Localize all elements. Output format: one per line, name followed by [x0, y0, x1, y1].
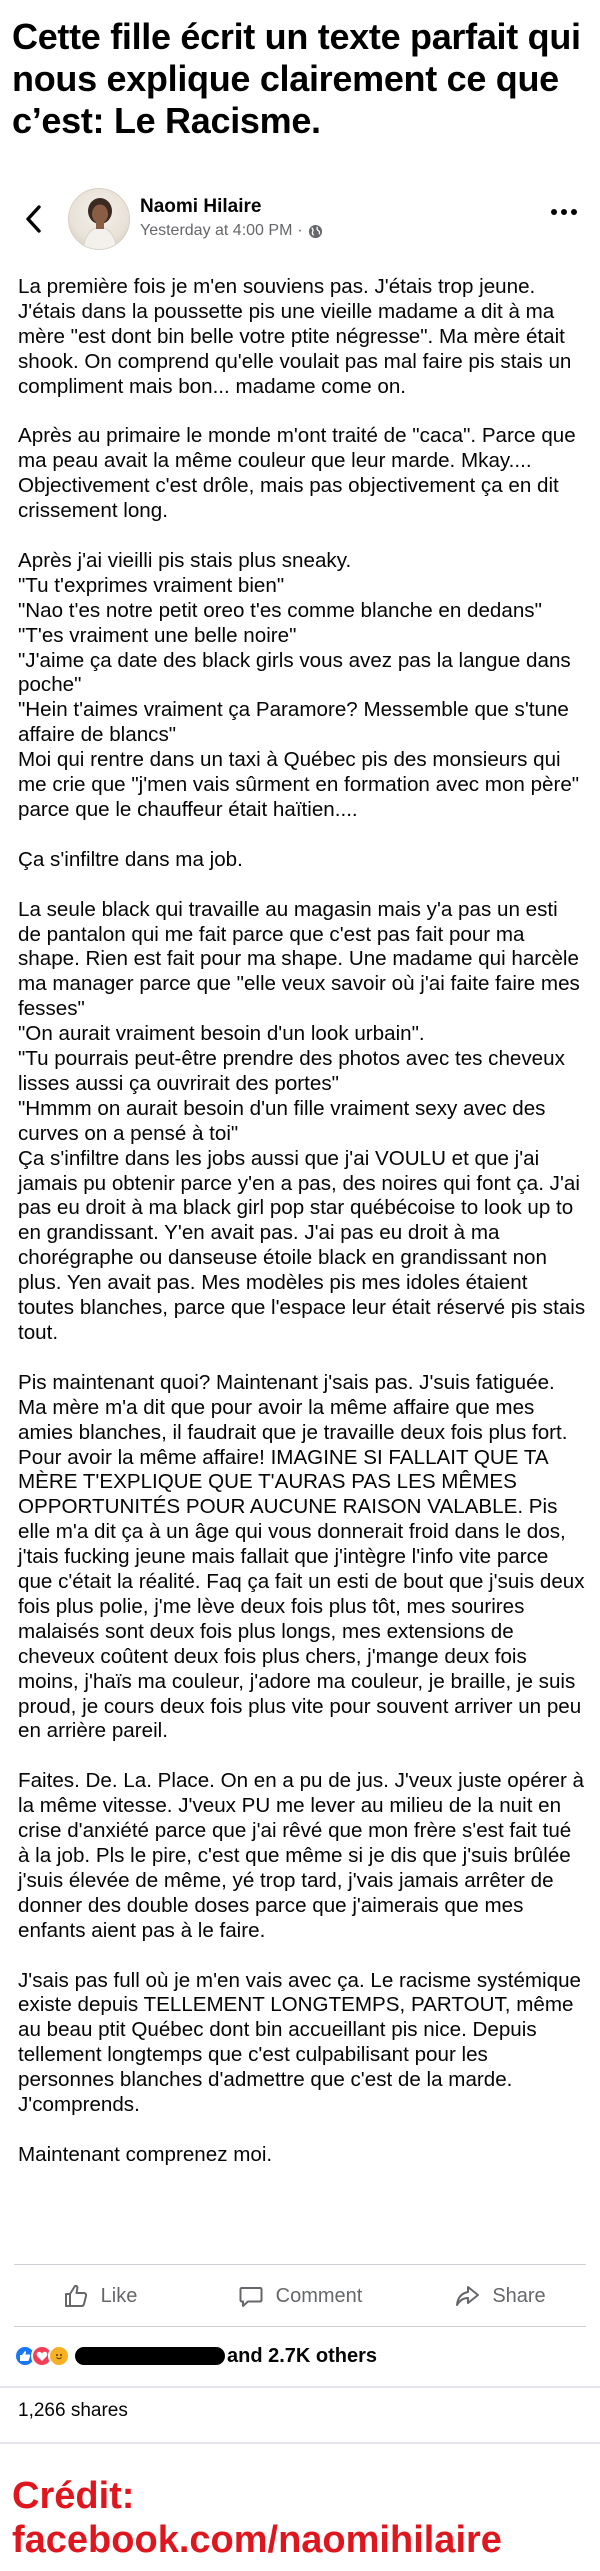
like-button[interactable]	[0, 2268, 200, 2324]
share-icon	[454, 2283, 480, 2309]
thumbs-up-icon	[63, 2283, 89, 2309]
meta-separator: ·	[297, 222, 303, 239]
globe-icon	[308, 224, 323, 239]
shares-count[interactable]: 1,266 shares	[18, 2400, 128, 2421]
reactions-divider	[0, 2386, 600, 2388]
post-meta	[140, 222, 323, 240]
share-label: Share	[492, 2284, 546, 2307]
author-name[interactable]: Naomi Hilaire	[140, 196, 262, 217]
post-paragraph-line: La seule black qui travaille au magasin mais y'a pas un esti de pantalon qui me fait parce que c'est pas fait pour ma shape. Rien est fait pour ma shape. Une madame qui harcèle ma manager parce que "elle veux savoir où j'ai faite faire mes fesses"	[18, 897, 580, 1021]
reaction-icons	[14, 2345, 65, 2367]
post-paragraph-line: Après au primaire le monde m'ont traité de "caca". Parce que ma peau avait la même couleur que leur marde. Mkay.... Objectivement c'est drôle, mais pas objectivement ça en dit crissement long.	[18, 424, 576, 523]
post-paragraph-line: Moi qui rentre dans un taxi à Québec pis des monsieurs qui me crie que "j'men vais sûrment en formation avec mon père" parce que le chauffeur était haïtien....	[18, 748, 580, 821]
more-options-icon[interactable]	[550, 206, 578, 218]
credit-url: facebook.com/naomihilaire	[12, 2519, 502, 2561]
actions-divider-bottom	[14, 2326, 586, 2327]
reaction-count: and 2.7K others	[227, 2344, 378, 2367]
post-paragraph-line: "Nao t'es notre petit oreo t'es comme blanche en dedans"	[18, 598, 542, 622]
post-paragraph-line: "Tu t'exprimes vraiment bien"	[18, 573, 285, 597]
avatar-portrait-icon	[69, 189, 130, 250]
post-paragraph-line: "J'aime ça date des black girls vous avez pas la langue dans poche"	[18, 648, 571, 697]
post-body	[18, 275, 586, 2193]
post-paragraph-line: Maintenant comprenez moi.	[18, 2142, 273, 2166]
post-paragraph-line: Pis maintenant quoi? Maintenant j'sais pas. J'suis fatiguée. Ma mère m'a dit que pour avoir la même affaire que mes amies blanches, il faudrait que je travaille deux fois plus fort. Pour avoir la même affaire! IMAGINE SI FALLAIT QUE TA MÈRE T'EXPLIQUE QUE T'AURAS PAS LES MÊMES OPPORTUNITÉS POUR AUCUNE RAISON VALABLE. Pis elle m'a dit ça à un âge qui vous donnerait froid dans le dos, j'tais fucking jeune mais fallait que j'intègre l'info vite parce que c'était la réalité. Faq ça fait un esti de bout que j'suis deux fois plus polie, j'me lève deux fois plus tôt, mes sourires malaisés sont deux fois plus longs, mes extensions de cheveux coûtent deux fois plus chers, j'mange deux fois moins, j'haïs ma couleur, j'adore ma couleur, je braille, je suis proud, je cours deux fois plus vite pour souvent arriver un peu en arrière pareil.	[18, 1370, 585, 1743]
post-actions	[0, 2268, 600, 2324]
post-paragraph-line: "On aurait vraiment besoin d'un look urbain".	[18, 1022, 425, 1046]
credit	[12, 2474, 592, 2562]
comment-button[interactable]	[200, 2268, 400, 2324]
post-paragraph-line: "T'es vraiment une belle noire"	[18, 623, 297, 647]
like-label: Like	[100, 2284, 138, 2307]
post-paragraph-line: Ça s'infiltre dans les jobs aussi que j'ai VOULU et que j'ai jamais pu obtenir parce y'en a pas, des noires qui font ça. J'ai pas eu droit à ma black girl pop star québécoise to look up to en grandissant. Y'en avait pas. J'ai pas eu droit à ma chorégraphe ou danseuse étoile black en grandissant non plus. Yen avait pas. Mes modèles pis mes idoles étaient toutes blanches, parce que l'espace leur était réservé pis stais tout.	[18, 1146, 586, 1344]
redacted-names	[75, 2347, 225, 2365]
post-paragraph-line: La première fois je m'en souviens pas. J'étais trop jeune. J'étais dans la poussette pis une vieille madame a dit à ma mère "est dont bin belle votre ptite négresse". Ma mère était shook. On comprend qu'elle voulait pas mal faire pis stais un compliment mais bon... madame come on.	[18, 275, 572, 398]
back-arrow-icon[interactable]	[22, 202, 46, 236]
headline: Cette fille écrit un texte parfait qui nous explique clairement ce que c’est: Le Racisme.	[12, 16, 581, 141]
share-button[interactable]	[400, 2268, 600, 2324]
post-timestamp[interactable]: Yesterday at 4:00 PM	[140, 222, 293, 239]
comment-label: Comment	[275, 2284, 363, 2307]
shares-divider	[0, 2442, 600, 2444]
post-paragraph-line: Faites. De. La. Place. On en a pu de jus. J'veux juste opérer à la même vitesse. J'veux PU me lever au milieu de la nuit en crise d'anxiété parce que j'ai rêvé que mon frère s'est fait tué à la job. Pls le pire, c'est que même si je dis que j'suis brûlée j'suis élevée de même, yé trop tard, j'vais jamais arrêter de donner des double doses parce que j'aimerais que mes enfants aient pas à le faire.	[18, 1769, 584, 1942]
post-paragraph-line: Ça s'infiltre dans ma job.	[18, 847, 243, 871]
post-paragraph-line: "Tu pourrais peut-être prendre des photos avec tes cheveux lisses aussi ça ouvrirait des portes"	[18, 1047, 565, 1095]
post-paragraph-line: "Hein t'aimes vraiment ça Paramore? Messemble que s'tune affaire de blancs"	[18, 698, 569, 747]
post-header	[0, 180, 600, 260]
post-paragraph-line: J'sais pas full où je m'en vais avec ça. Le racisme systémique existe depuis TELLEMENT LONGTEMPS, PARTOUT, même au beau ptit Québec dont bin accueillant pis nice. Depuis tellement longtemps que c'est culpabilisant pour les personnes blanches d'admettre que c'est de la marde. J'comprends.	[18, 1968, 581, 2117]
post-paragraph-line: Après j'ai vieilli pis stais plus sneaky.	[18, 548, 352, 572]
avatar[interactable]	[68, 188, 130, 250]
reactions-summary[interactable]	[14, 2338, 377, 2374]
care-reaction-icon	[48, 2345, 70, 2367]
comment-icon	[238, 2283, 264, 2309]
credit-label: Crédit:	[12, 2475, 135, 2517]
post-paragraph-line: "Hmmm on aurait besoin d'un fille vraiment sexy avec des curves on a pensé à toi"	[18, 1096, 546, 1145]
actions-divider	[14, 2264, 586, 2265]
